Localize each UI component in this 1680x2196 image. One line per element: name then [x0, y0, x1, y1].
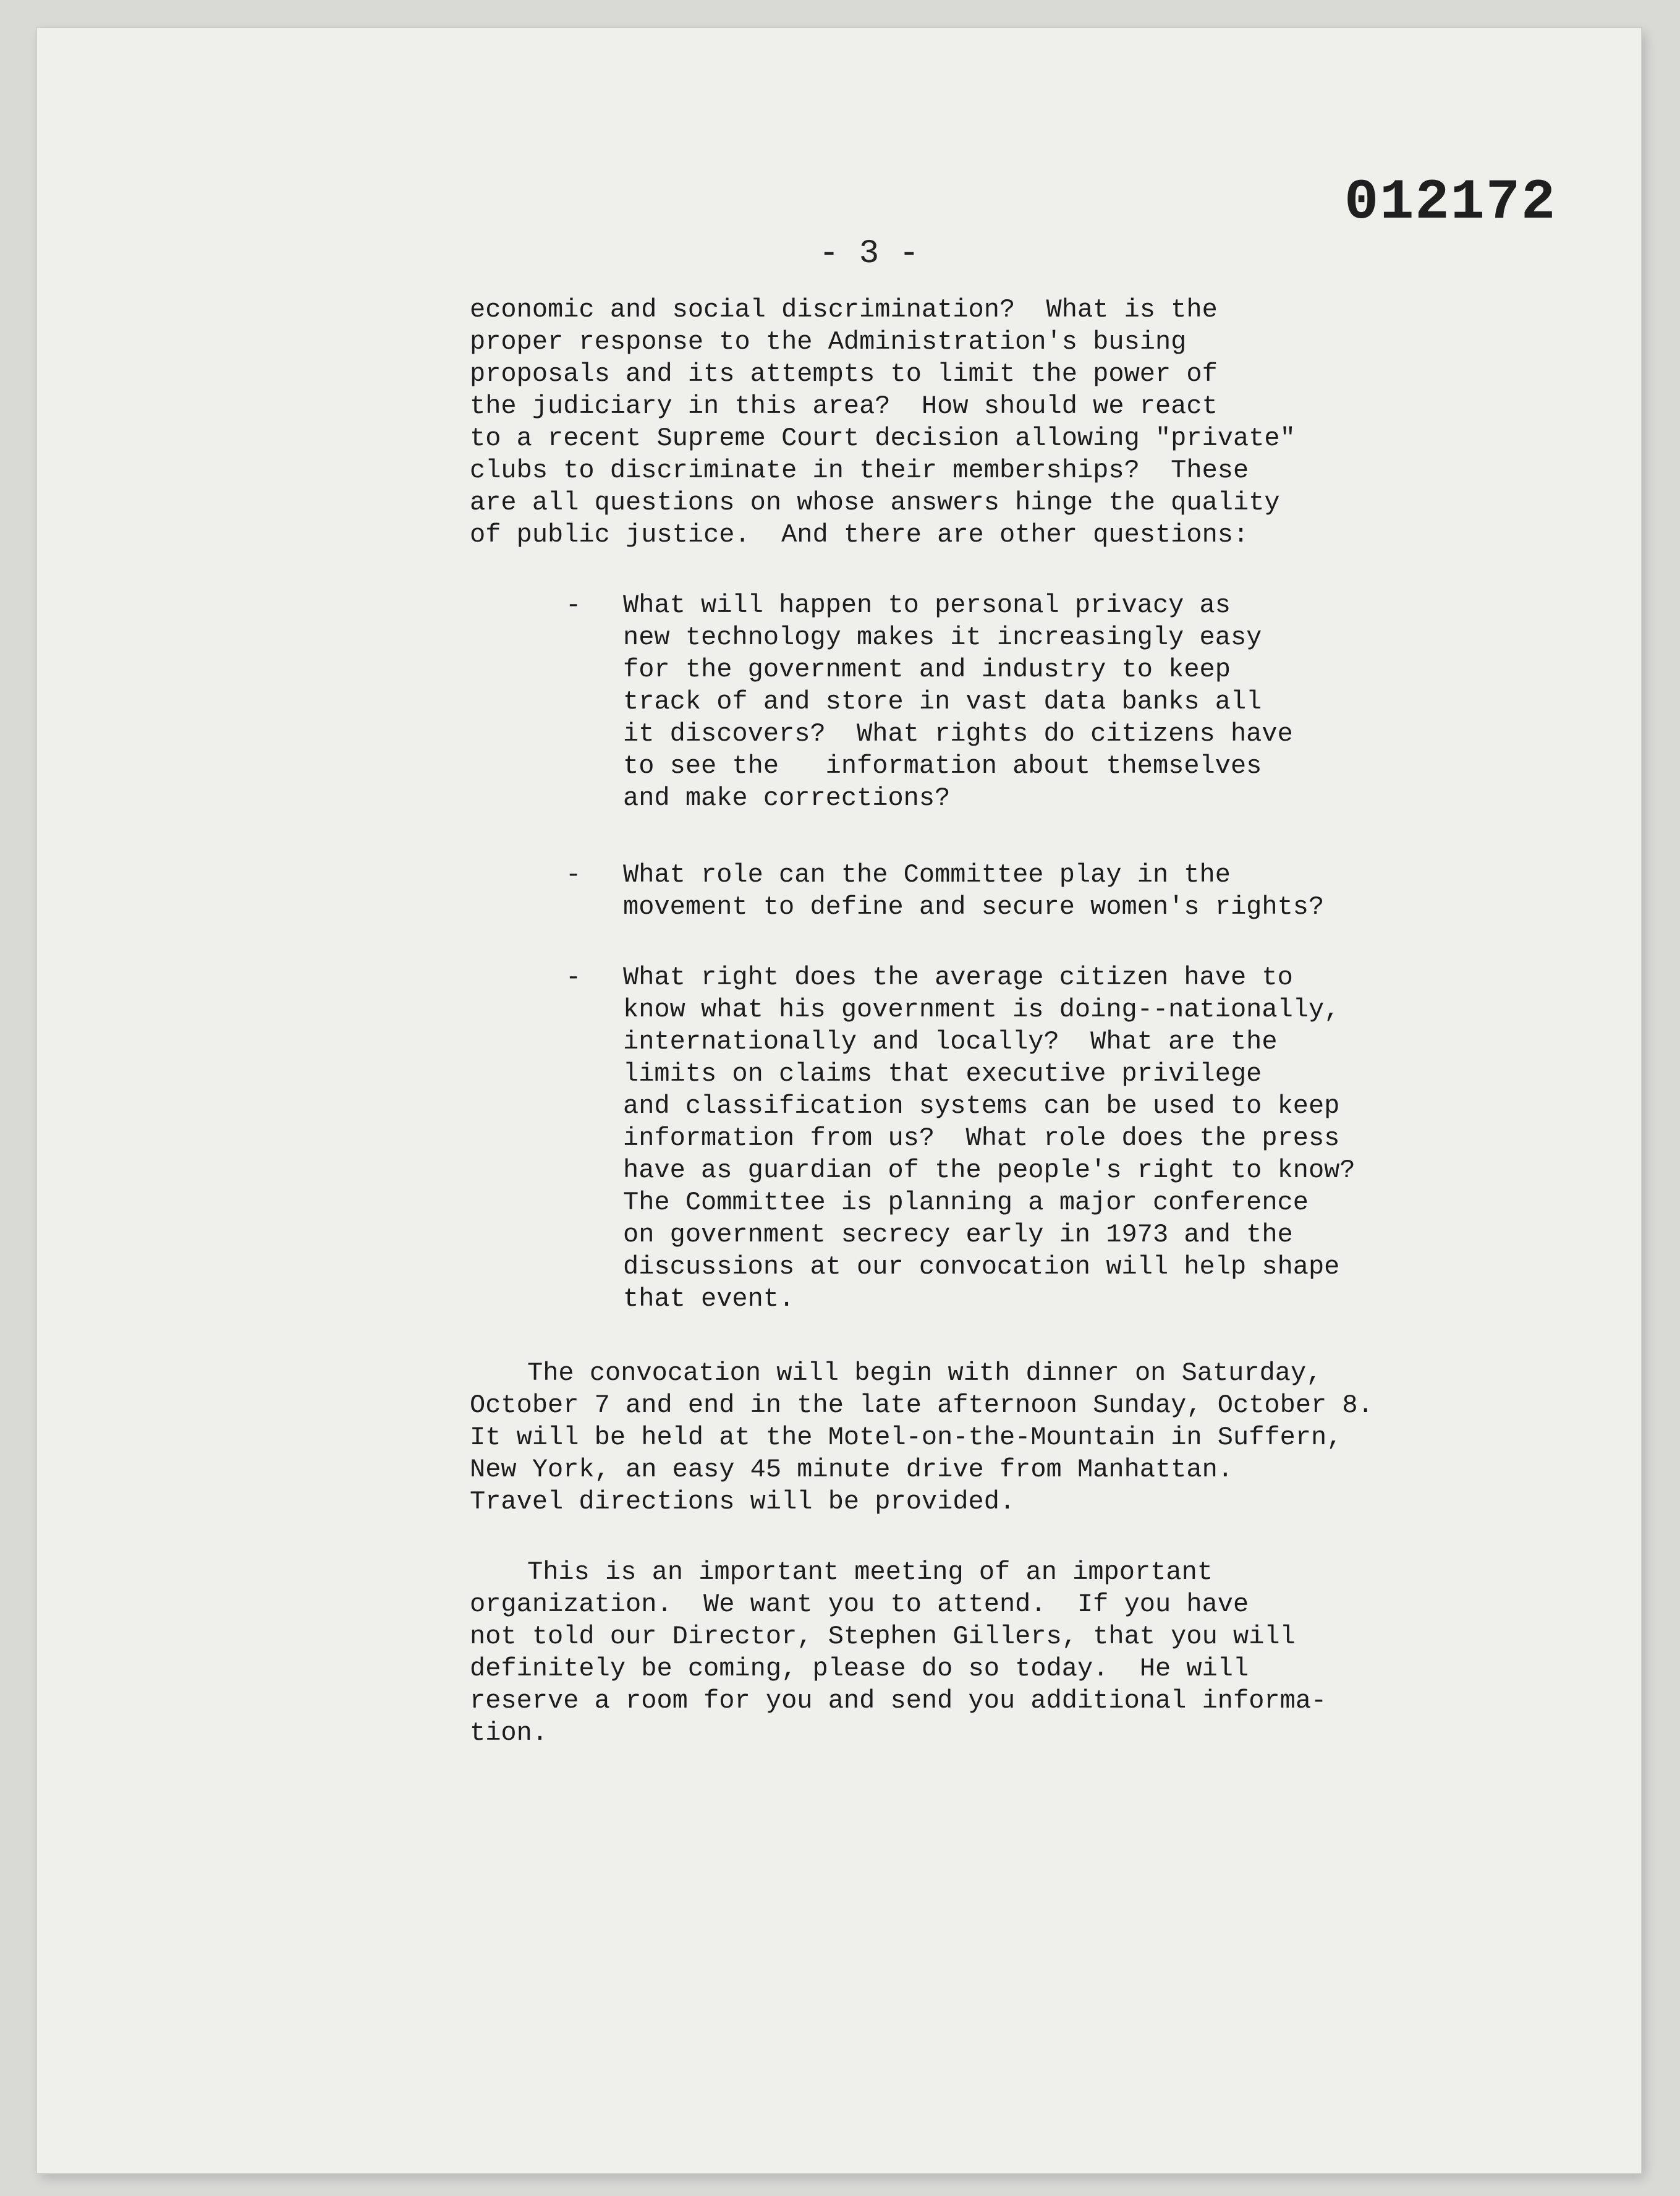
bullet-3-line: and classification systems can be used to keep [623, 1091, 1340, 1121]
text-line: not told our Director, Stephen Gillers, that you will [470, 1622, 1296, 1651]
bullet-2-line: What role can the Committee play in the [623, 860, 1231, 890]
bullet-3-line: discussions at our convocation will help shape [623, 1252, 1340, 1282]
bullet-1-line: to see the information about themselves [623, 751, 1262, 781]
text-line: proper response to the Administration's busing [470, 327, 1187, 357]
bullet-dash: - [566, 860, 582, 890]
text-line: The convocation will begin with dinner on Saturday, [527, 1358, 1322, 1388]
bullet-1-line: for the government and industry to keep [623, 655, 1231, 684]
bullet-1-line: it discovers? What rights do citizens have [623, 719, 1293, 749]
text-line: This is an important meeting of an important [527, 1557, 1213, 1587]
text-line: to a recent Supreme Court decision allowing "private" [470, 423, 1296, 453]
bullet-3-line: information from us? What role does the press [623, 1123, 1340, 1153]
bullet-3-line: know what his government is doing--nationally, [623, 995, 1340, 1024]
bullet-3-line: on government secrecy early in 1973 and the [623, 1220, 1293, 1249]
bullet-3-line: limits on claims that executive privilege [623, 1059, 1262, 1089]
text-line: tion. [470, 1718, 548, 1748]
text-line: are all questions on whose answers hinge the quality [470, 488, 1280, 517]
text-line: It will be held at the Motel-on-the-Mountain in Suffern, [470, 1423, 1343, 1452]
text-line: clubs to discriminate in their memberships? These [470, 456, 1249, 485]
bullet-dash: - [566, 590, 582, 620]
bullet-2-line: movement to define and secure women's rights? [623, 892, 1325, 922]
text-line: definitely be coming, please do so today. He will [470, 1654, 1249, 1683]
text-line: of public justice. And there are other questions: [470, 520, 1249, 550]
text-line: Travel directions will be provided. [470, 1487, 1016, 1517]
bullet-3-line: have as guardian of the people's right to know? [623, 1155, 1355, 1185]
bullet-dash: - [566, 963, 582, 992]
text-line: reserve a room for you and send you additional informa- [470, 1686, 1327, 1716]
bullet-3-line: What right does the average citizen have to [623, 963, 1293, 992]
bullet-1-line: new technology makes it increasingly easy [623, 623, 1262, 652]
document-page [37, 28, 1641, 2173]
bullet-1-line: and make corrections? [623, 783, 951, 813]
bullet-3-line: The Committee is planning a major conference [623, 1188, 1309, 1217]
text-line: proposals and its attempts to limit the power of [470, 359, 1218, 389]
bullet-3-line: internationally and locally? What are the [623, 1027, 1278, 1057]
page-number: - 3 - [819, 235, 920, 273]
text-line: October 7 and end in the late afternoon Sunday, October 8. [470, 1390, 1373, 1420]
bullet-3-line: that event. [623, 1284, 795, 1314]
document-number: 012172 [1344, 170, 1557, 235]
text-line: New York, an easy 45 minute drive from Manhattan. [470, 1455, 1234, 1484]
text-line: the judiciary in this area? How should we react [470, 391, 1218, 421]
bullet-1-line: track of and store in vast data banks all [623, 687, 1262, 717]
text-line: economic and social discrimination? What is the [470, 295, 1218, 325]
text-line: organization. We want you to attend. If you have [470, 1590, 1249, 1619]
bullet-1-line: What will happen to personal privacy as [623, 590, 1231, 620]
